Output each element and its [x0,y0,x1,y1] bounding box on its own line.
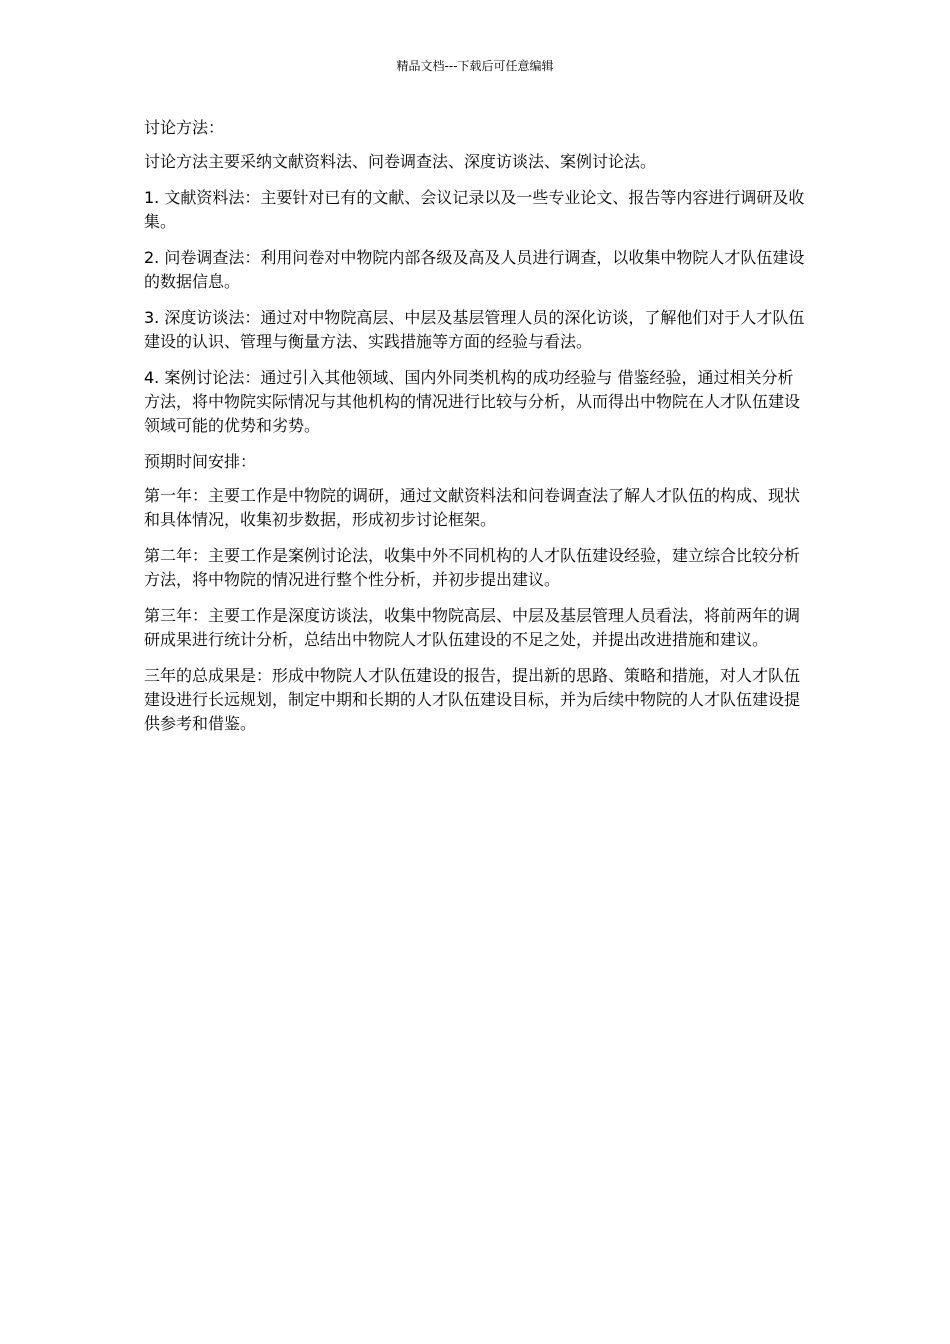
schedule-year-two-paragraph: 第二年：主要工作是案例讨论法，收集中外不同机构的人才队伍建设经验，建立综合比较分析方法，将中物院的情况进行整个性分析，并初步提出建议。 [144,546,801,589]
schedule-year-one-paragraph: 第一年：主要工作是中物院的调研，通过文献资料法和问卷调查法了解人才队伍的构成、现状和具体情况，收集初步数据，形成初步讨论框架。 [144,486,801,529]
document-body [144,116,808,748]
section-heading-methods: 讨论方法： [144,118,225,137]
methods-intro-paragraph: 讨论方法主要采纳文献资料法、问卷调查法、深度访谈法、案例讨论法。 [144,152,657,171]
schedule-year-three-paragraph: 第三年：主要工作是深度访谈法，收集中物院高层、中层及基层管理人员看法，将前两年的调研成果进行统计分析，总结出中物院人才队伍建设的不足之处，并提出改进措施和建议。 [144,606,801,649]
method-literature-paragraph: 1. 文献资料法：主要针对已有的文献、会议记录以及一些专业论文、报告等内容进行调研及收集。 [144,188,805,231]
method-interview-paragraph: 3. 深度访谈法：通过对中物院高层、中层及基层管理人员的深化访谈，了解他们对于人才队伍建设的认识、管理与衡量方法、实践措施等方面的经验与看法。 [144,308,805,351]
method-case-study-paragraph: 4. 案例讨论法：通过引入其他领域、国内外同类机构的成功经验与 借鉴经验，通过相关分析方法，将中物院实际情况与其他机构的情况进行比较与分析，从而得出中物院在人才队伍建设领域可能的优势和劣势。 [144,368,801,435]
overall-results-paragraph: 三年的总成果是：形成中物院人才队伍建设的报告，提出新的思路、策略和措施，对人才队伍建设进行长远规划，制定中期和长期的人才队伍建设目标，并为后续中物院的人才队伍建设提供参考和借鉴。 [144,666,801,733]
section-heading-schedule: 预期时间安排： [144,452,257,471]
method-questionnaire-paragraph: 2. 问卷调查法：利用问卷对中物院内部各级及高及人员进行调查，以收集中物院人才队伍建设的数据信息。 [144,248,805,291]
page-header: 精品文档---下载后可任意编辑 [396,59,554,73]
